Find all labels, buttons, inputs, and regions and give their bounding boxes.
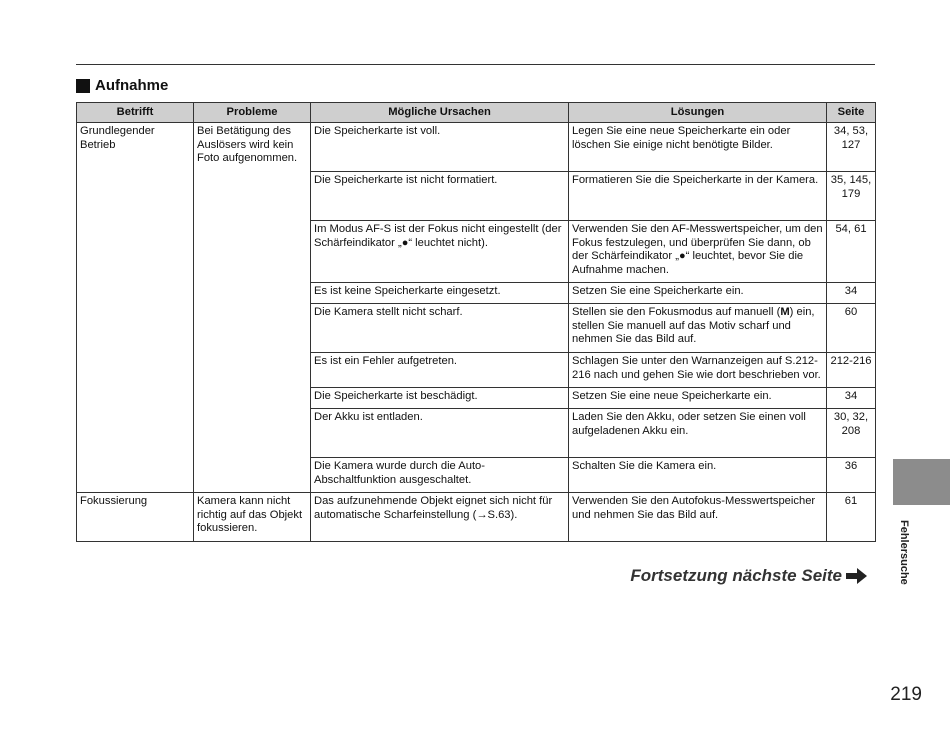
loesung-text-b: ) ein, stellen Sie manuell auf das Motiv scharf und nehmen Sie das Bild auf. (572, 306, 815, 345)
arrow-right-icon (846, 568, 868, 584)
loesung-cell (569, 304, 827, 353)
ursache-cell: Die Speicherkarte ist nicht formatiert. (311, 172, 569, 221)
seite-cell: 61 (827, 493, 876, 542)
loesung-cell: Laden Sie den Akku, oder setzen Sie einen voll aufgeladenen Akku ein. (569, 409, 827, 458)
betrifft-cell: Fokussierung (77, 493, 194, 542)
header-probleme: Probleme (194, 103, 311, 123)
seite-cell: 34 (827, 388, 876, 409)
seite-cell: 34, 53, 127 (827, 123, 876, 172)
loesung-cell: Verwenden Sie den Autofokus-Messwertspeicher und nehmen Sie das Bild auf. (569, 493, 827, 542)
ursache-cell: Es ist ein Fehler aufgetreten. (311, 353, 569, 388)
header-betrifft: Betrifft (77, 103, 194, 123)
seite-cell: 30, 32, 208 (827, 409, 876, 458)
side-tab-label: Fehlersuche (898, 520, 910, 585)
focus-indicator-icon: ● (678, 250, 686, 262)
ursache-page-ref: S.63). (487, 508, 518, 521)
heading-square-icon (76, 79, 90, 93)
continue-text: Fortsetzung nächste Seite (630, 566, 842, 585)
loesung-cell: Formatieren Sie die Speicherkarte in der Kamera. (569, 172, 827, 221)
seite-cell: 34 (827, 283, 876, 304)
ursache-cell: Die Speicherkarte ist beschädigt. (311, 388, 569, 409)
header-loesungen: Lösungen (569, 103, 827, 123)
ursache-text: Das aufzunehmende Objekt eignet sich nicht für automatische Scharfeinstellung ( (314, 495, 553, 521)
ursache-text-a: Im Modus AF-S ist der Fokus nicht eingestellt (der Schärfeindikator „ (314, 223, 562, 249)
seite-cell: 54, 61 (827, 221, 876, 283)
seite-cell: 60 (827, 304, 876, 353)
ursache-cell: Die Kamera wurde durch die Auto-Abschaltfunktion ausgeschaltet. (311, 458, 569, 493)
loesung-cell: Schalten Sie die Kamera ein. (569, 458, 827, 493)
ursache-cell: Es ist keine Speicherkarte eingesetzt. (311, 283, 569, 304)
loesung-cell: Setzen Sie eine neue Speicherkarte ein. (569, 388, 827, 409)
section-title: Aufnahme (95, 77, 169, 94)
continue-next-page (630, 566, 868, 586)
loesung-text-b: “ leuchtet, bevor Sie die Aufnahme machen. (572, 250, 804, 276)
loesung-cell: Legen Sie eine neue Speicherkarte ein oder löschen Sie einige nicht benötigte Bilder. (569, 123, 827, 172)
ursache-cell: Die Kamera stellt nicht scharf. (311, 304, 569, 353)
page-number: 219 (890, 684, 922, 705)
ursache-cell (311, 221, 569, 283)
loesung-cell (569, 221, 827, 283)
manual-mode-letter: M (780, 306, 790, 318)
seite-cell: 35, 145, 179 (827, 172, 876, 221)
ursache-cell: Der Akku ist entladen. (311, 409, 569, 458)
header-ursachen: Mögliche Ursachen (311, 103, 569, 123)
seite-cell: 36 (827, 458, 876, 493)
side-tab (893, 459, 950, 505)
table-row (77, 493, 876, 542)
ursache-text-b: “ leuchtet nicht). (408, 236, 488, 249)
table-row (77, 123, 876, 172)
ursache-cell: Die Speicherkarte ist voll. (311, 123, 569, 172)
seite-cell: 212-216 (827, 353, 876, 388)
betrifft-cell: Grundlegender Betrieb (77, 123, 194, 493)
loesung-cell: Schlagen Sie unter den Warnanzeigen auf S.212-216 nach und gehen Sie wie dort beschrieben vor. (569, 353, 827, 388)
loesung-text-a: Verwenden Sie den AF-Messwertspeicher, um den Fokus festzulegen, und überprüfen Sie dann, ob der Schärfeindikator „ (572, 223, 823, 262)
table-header-row (77, 103, 876, 123)
ursache-cell (311, 493, 569, 542)
header-seite: Seite (827, 103, 876, 123)
loesung-text-a: Stellen sie den Fokusmodus auf manuell ( (572, 306, 781, 318)
loesung-cell: Setzen Sie eine Speicherkarte ein. (569, 283, 827, 304)
page-ref-arrow-icon: → (476, 508, 488, 521)
focus-indicator-icon: ● (401, 236, 409, 249)
troubleshooting-table (76, 102, 876, 542)
problem-cell: Bei Betätigung des Auslösers wird kein Foto aufgenommen. (194, 123, 311, 493)
section-heading (76, 77, 168, 94)
problem-cell: Kamera kann nicht richtig auf das Objekt fokussieren. (194, 493, 311, 542)
top-rule (76, 64, 875, 65)
